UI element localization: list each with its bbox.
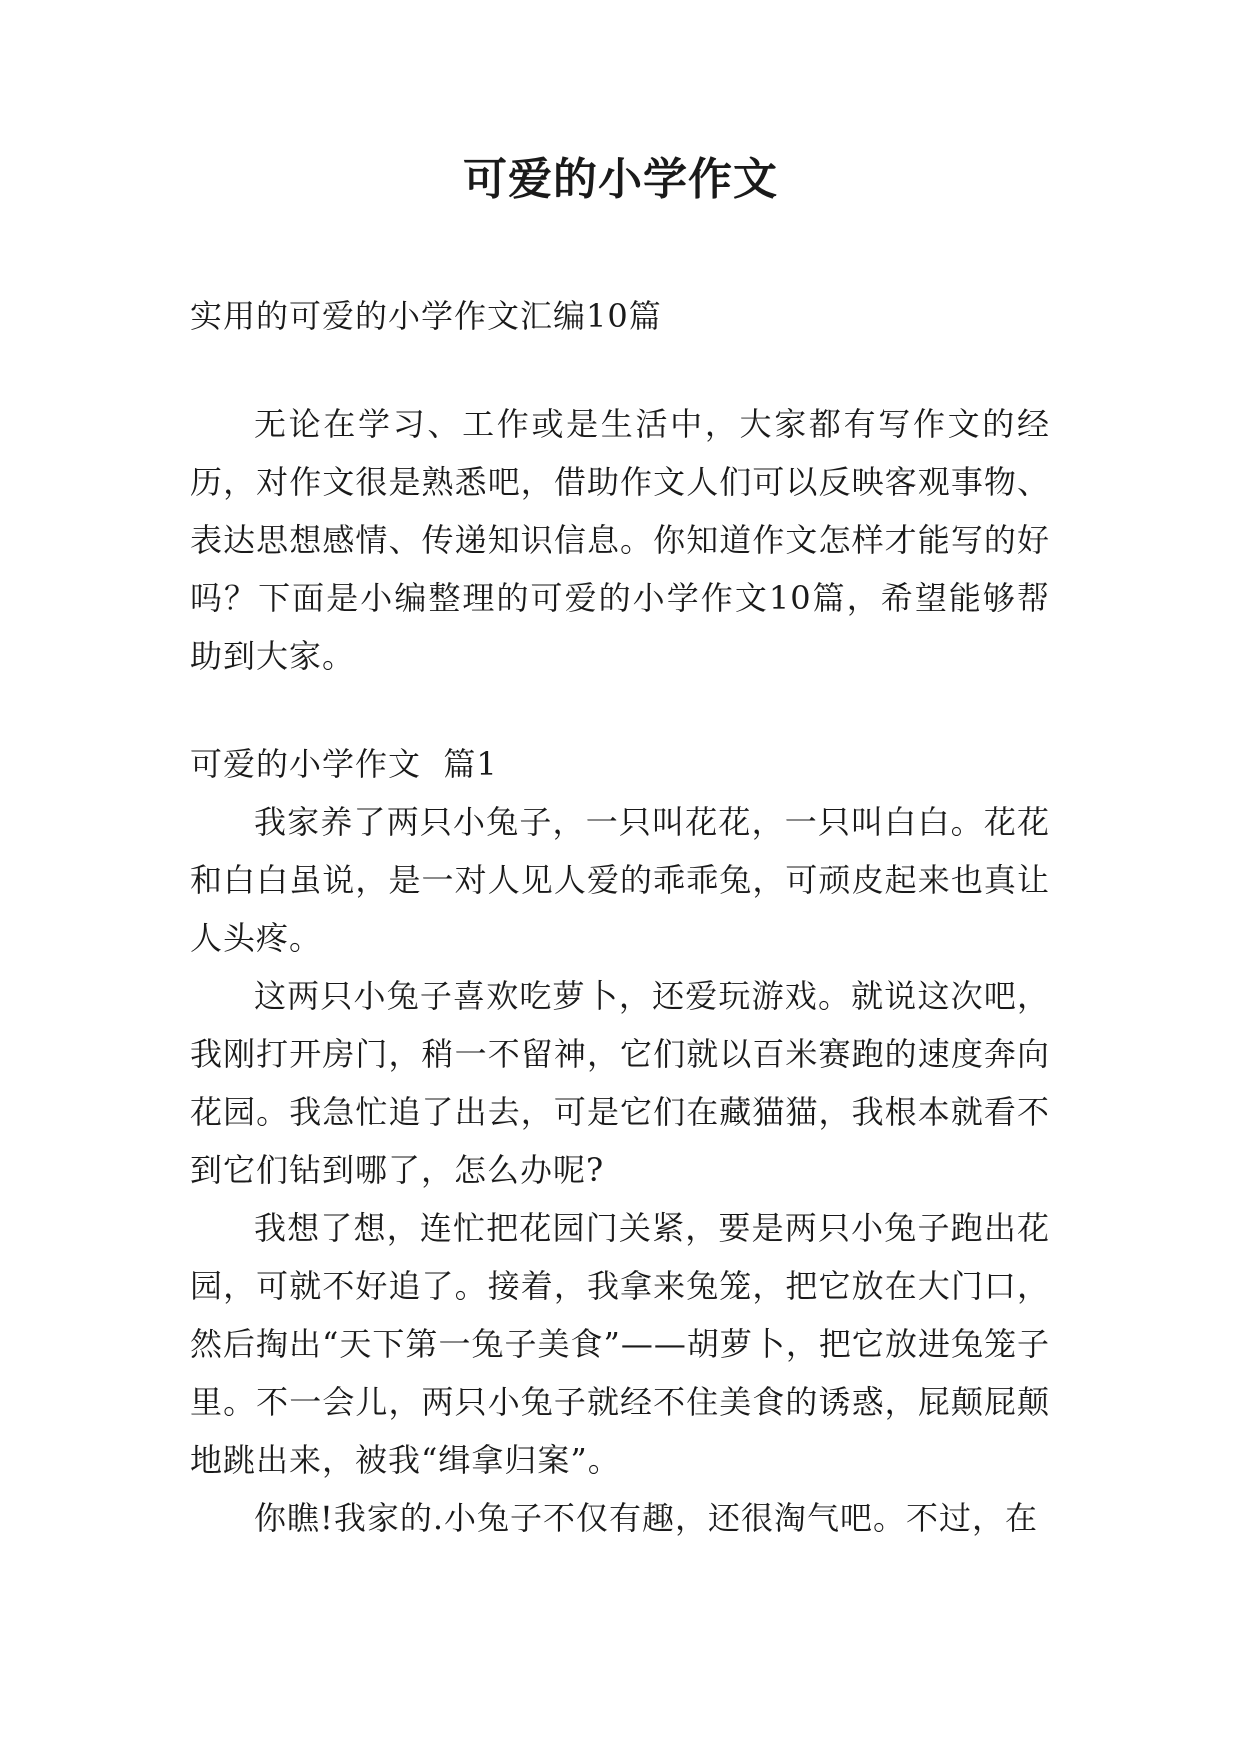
body-paragraph: 我想了想，连忙把花园门关紧，要是两只小兔子跑出花园，可就不好追了。接着，我拿来兔笼，把它放在大门口，然后掏出“天下第一兔子美食”——胡萝卜，把它放进兔笼子里。不一会儿，两只小兔子就经不住美食的诱惑，屁颠屁颠地跳出来，被我“缉拿归案”。 (190, 1209, 1050, 1479)
document-body (190, 287, 1050, 1547)
body-paragraph: 我家养了两只小兔子，一只叫花花，一只叫白白。花花和白白虽说，是一对人见人爱的乖乖兔，可顽皮起来也真让人头疼。 (190, 803, 1050, 957)
body-paragraph: 这两只小兔子喜欢吃萝卜，还爱玩游戏。就说这次吧，我刚打开房门，稍一不留神，它们就以百米赛跑的速度奔向花园。我急忙追了出去，可是它们在藏猫猫，我根本就看不到它们钻到哪了，怎么办呢? (190, 977, 1050, 1189)
section-heading: 可爱的小学作文 篇1 (190, 745, 498, 783)
intro-paragraph: 无论在学习、工作或是生活中，大家都有写作文的经历，对作文很是熟悉吧，借助作文人们可以反映客观事物、表达思想感情、传递知识信息。你知道作文怎样才能写的好吗？下面是小编整理的可爱的小学作文10篇，希望能够帮助到大家。 (190, 405, 1050, 675)
document-subtitle: 实用的可爱的小学作文汇编10篇 (190, 297, 662, 335)
body-paragraph: 你瞧!我家的.小兔子不仅有趣，还很淘气吧。不过，在 (254, 1499, 1039, 1537)
document-title: 可爱的小学作文 (463, 154, 778, 205)
